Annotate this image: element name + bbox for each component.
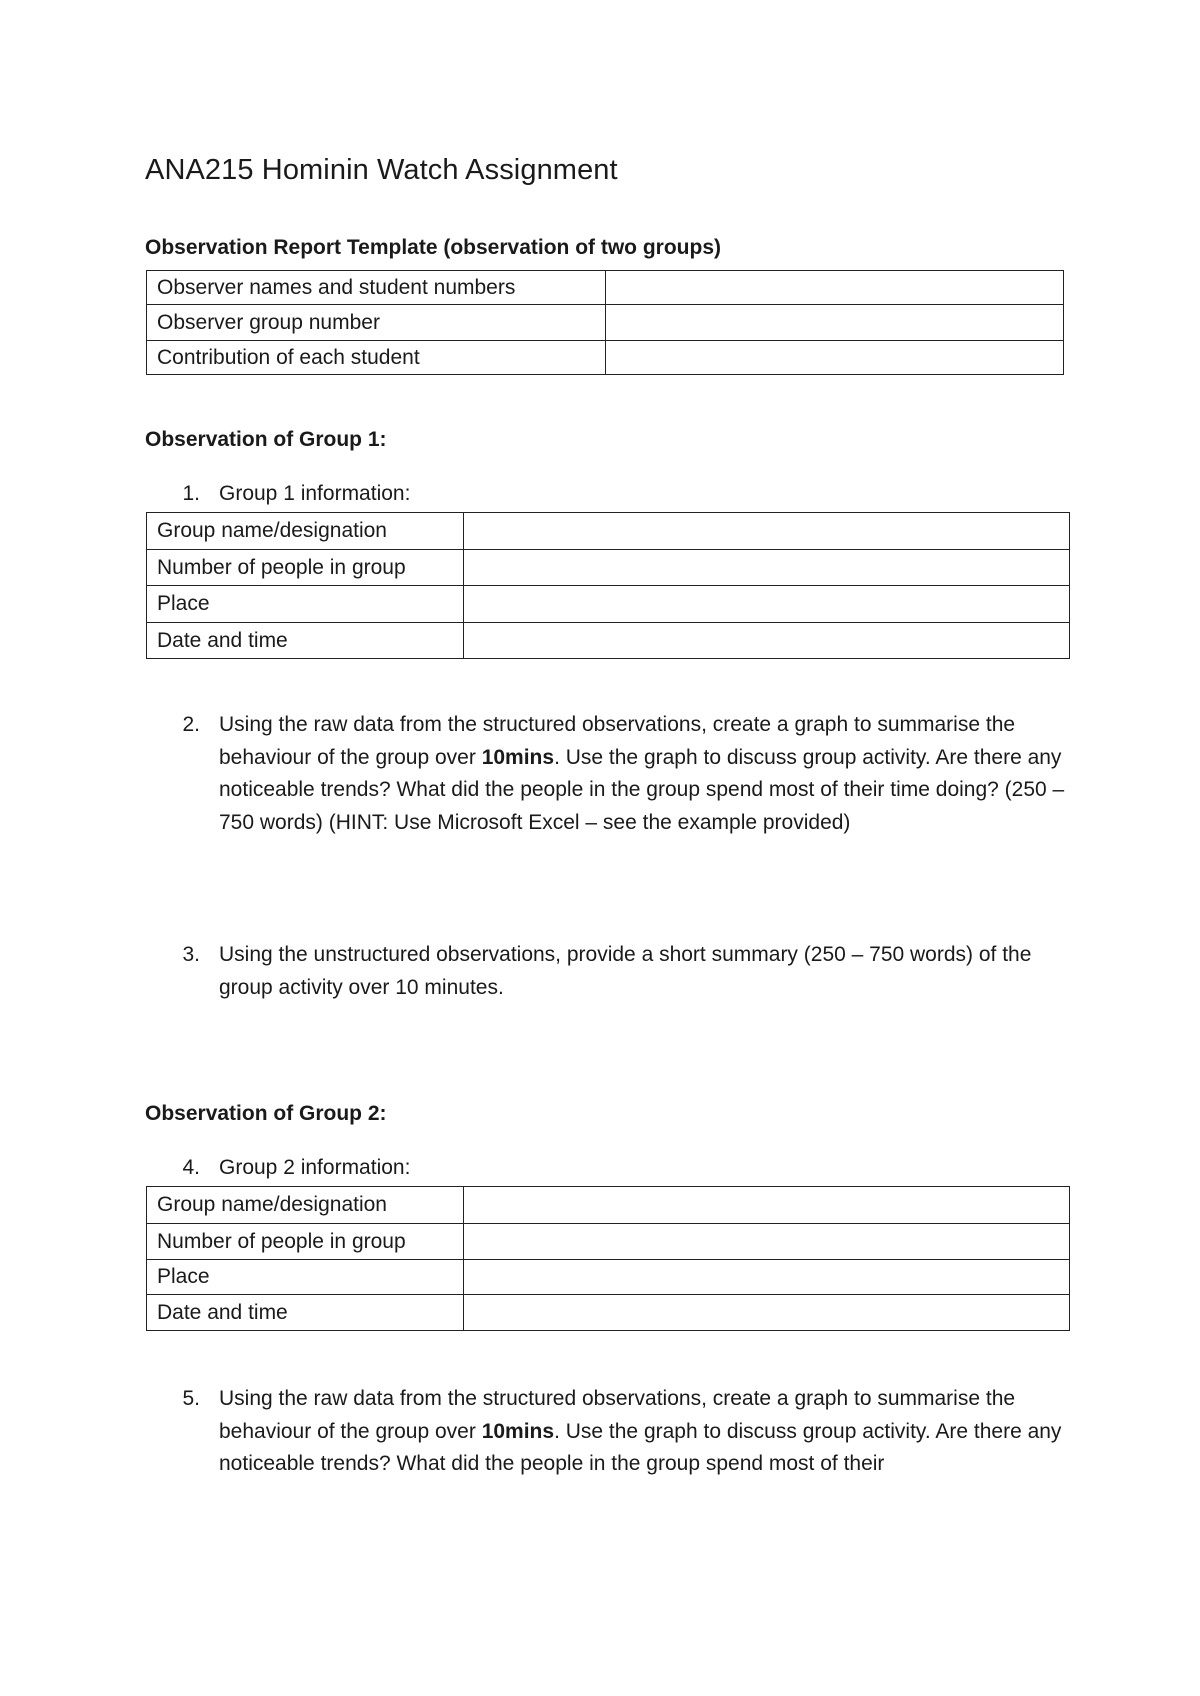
place-label: Place [147, 586, 464, 623]
group1-info-table [146, 512, 1070, 659]
question-text: Using the raw data from the structured observations, create a graph to summarise the behaviour of the group over 10mins. Use the graph to discuss group activity. Are there any noticeable trends? What did the people in the group spend most of their time doing? (250 – 750 words) (HINT: Use Microsoft Excel – see the example provided) [219, 713, 1065, 834]
date-time-cell[interactable] [463, 1295, 1069, 1331]
contribution-label: Contribution of each student [147, 341, 606, 375]
table-row [147, 586, 1070, 623]
table-row [147, 1295, 1070, 1331]
group2-question-graph [145, 1383, 1075, 1481]
people-count-label: Number of people in group [147, 550, 464, 586]
group1-question-summary [145, 939, 1075, 1004]
table-row [147, 1187, 1070, 1224]
group-name-label: Group name/designation [147, 1187, 464, 1224]
people-count-cell[interactable] [463, 550, 1069, 586]
group2-info-label [145, 1156, 410, 1180]
people-count-label: Number of people in group [147, 1224, 464, 1260]
people-count-cell[interactable] [463, 1224, 1069, 1260]
date-time-label: Date and time [147, 1295, 464, 1331]
group-name-cell[interactable] [463, 513, 1069, 550]
observer-names-cell[interactable] [605, 271, 1063, 305]
list-number: 5. [182, 1387, 200, 1410]
group1-question-graph [145, 709, 1075, 839]
observer-group-number-cell[interactable] [605, 305, 1063, 341]
table-row [147, 513, 1070, 550]
table-row [147, 550, 1070, 586]
group1-heading: Observation of Group 1: [145, 428, 387, 451]
table-row [147, 271, 1064, 305]
table-row [147, 305, 1064, 341]
place-cell[interactable] [463, 586, 1069, 623]
list-number: 4. [182, 1156, 200, 1179]
template-heading: Observation Report Template (observation of two groups) [145, 236, 721, 259]
observer-group-number-label: Observer group number [147, 305, 606, 341]
place-cell[interactable] [463, 1260, 1069, 1295]
list-number: 1. [182, 482, 200, 505]
list-text: Group 1 information: [219, 482, 411, 505]
contribution-cell[interactable] [605, 341, 1063, 375]
table-row [147, 623, 1070, 659]
observer-table [146, 270, 1064, 375]
group1-info-label [145, 482, 410, 506]
question-text: Using the raw data from the structured observations, create a graph to summarise the behaviour of the group over 10mins. Use the graph to discuss group activity. Are there any noticeable trends? What did the people in the group spend most of their [219, 1387, 1062, 1475]
date-time-cell[interactable] [463, 623, 1069, 659]
list-number: 2. [182, 713, 200, 736]
date-time-label: Date and time [147, 623, 464, 659]
table-row [147, 1224, 1070, 1260]
group2-heading: Observation of Group 2: [145, 1102, 387, 1125]
observer-names-label: Observer names and student numbers [147, 271, 606, 305]
place-label: Place [147, 1260, 464, 1295]
table-row [147, 341, 1064, 375]
group-name-label: Group name/designation [147, 513, 464, 550]
document-title: ANA215 Hominin Watch Assignment [145, 154, 618, 186]
group2-info-table [146, 1186, 1070, 1331]
list-number: 3. [182, 943, 200, 966]
group-name-cell[interactable] [463, 1187, 1069, 1224]
list-text: Group 2 information: [219, 1156, 411, 1179]
question-text: Using the unstructured observations, provide a short summary (250 – 750 words) of the group activity over 10 minutes. [219, 943, 1032, 999]
table-row [147, 1260, 1070, 1295]
